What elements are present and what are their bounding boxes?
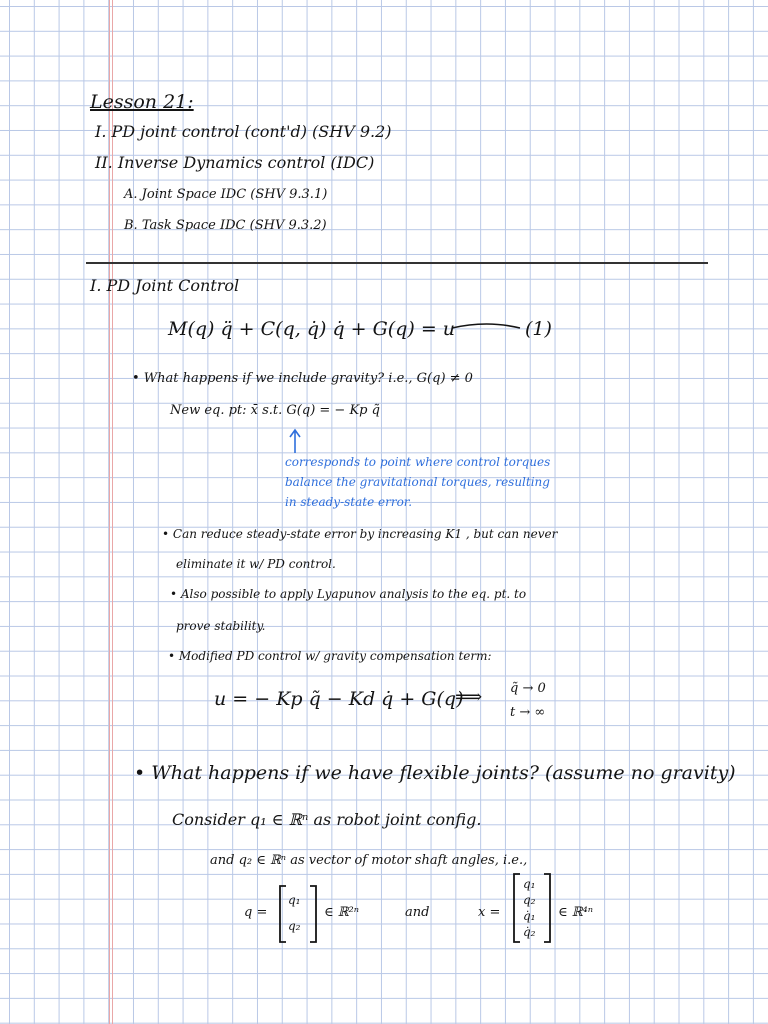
bullet-flexible-joints: • What happens if we have flexible joints? (assume no gravity) [134, 762, 736, 784]
x-vector-entry-4: q̇₂ [523, 925, 536, 939]
x-definition-rhs: ∈ ℝ⁴ⁿ [558, 905, 594, 920]
outline-item-2a: A. Joint Space IDC (SHV 9.3.1) [124, 187, 328, 202]
sub-bullet-lyapunov-cont: prove stability. [176, 619, 266, 633]
consider-statement: Consider q₁ ∈ ℝⁿ as robot joint config. [172, 810, 482, 829]
x-vector-entry-3: q̇₁ [523, 909, 536, 923]
outline-item-2: II. Inverse Dynamics control (IDC) [95, 153, 375, 172]
annotation-line-2: balance the gravitational torques, resulting [285, 475, 550, 489]
limit-error: q̃ → 0 [510, 681, 546, 696]
bullet-gravity: • What happens if we include gravity? i.e., G(q) ≠ 0 [132, 371, 473, 386]
sub-bullet-gravity-compensation: • Modified PD control w/ gravity compensation term: [168, 649, 492, 663]
lesson-heading: Lesson 21: [90, 91, 194, 113]
sub-bullet-steady-state-cont: eliminate it w/ PD control. [176, 557, 336, 571]
sub-bullet-steady-state: • Can reduce steady-state error by increasing K1 , but can never [162, 527, 558, 541]
x-vector-entry-2: q₂ [523, 893, 536, 907]
motor-angles-statement: and q₂ ∈ ℝⁿ as vector of motor shaft angles, i.e., [210, 853, 528, 868]
q-definition-rhs: ∈ ℝ²ⁿ [324, 905, 360, 920]
limit-time: t → ∞ [510, 705, 546, 720]
outline-item-1: I. PD joint control (cont'd) (SHV 9.2) [95, 122, 392, 141]
implies-symbol: ⟹ [455, 686, 483, 708]
arrow-up-icon [287, 428, 303, 454]
outline-item-2b: B. Task Space IDC (SHV 9.3.2) [124, 218, 327, 233]
equation-of-motion: M(q) q̈ + C(q, q̇) q̇ + G(q) = u [168, 318, 456, 340]
q-definition-lhs: q = [244, 905, 268, 920]
equation-leader-line [452, 318, 522, 338]
section-divider [86, 262, 708, 264]
sub-bullet-lyapunov: • Also possible to apply Lyapunov analysis to the eq. pt. to [170, 587, 527, 601]
annotation-line-1: corresponds to point where control torques [285, 455, 551, 469]
q-vector-entry-2: q₂ [288, 919, 301, 933]
new-equilibrium-point: New eq. pt: x̄ s.t. G(q) = − Kp q̃ [170, 403, 380, 418]
equation-label: (1) [525, 318, 552, 340]
q-vector-entry-1: q₁ [288, 893, 301, 907]
section-heading: I. PD Joint Control [90, 276, 240, 295]
x-definition-lhs: x = [478, 905, 501, 920]
and-word: and [405, 905, 430, 920]
annotation-line-3: in steady-state error. [285, 495, 413, 509]
x-vector-entry-1: q₁ [523, 877, 536, 891]
control-law-equation: u = − Kp q̃ − Kd q̇ + G(q) [214, 688, 464, 710]
